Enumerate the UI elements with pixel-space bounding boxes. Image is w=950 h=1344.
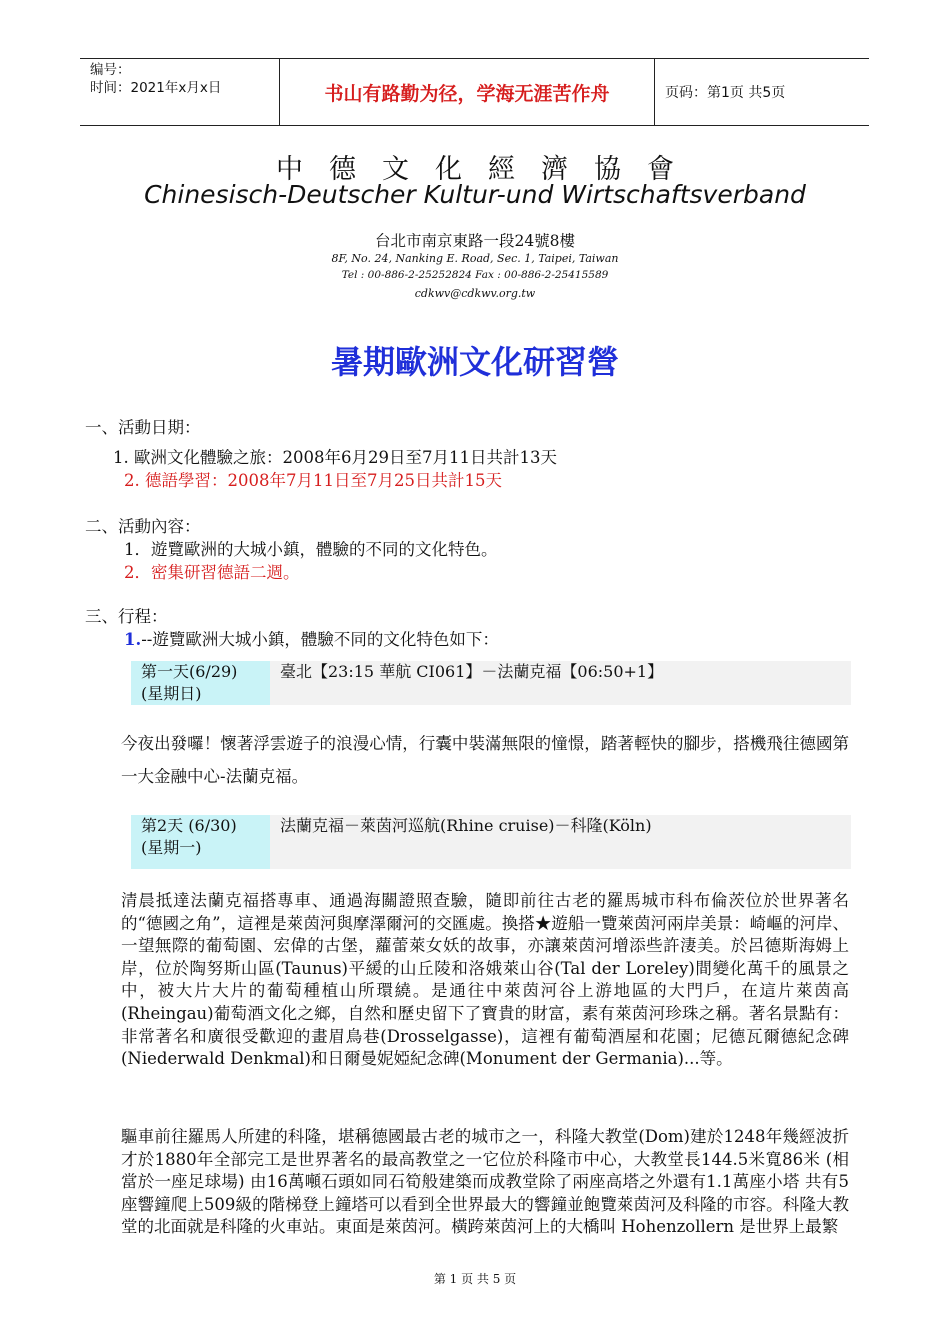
- tel-fax: Tel : 00-886-2-25252824 Fax : 00-886-2-25415589: [341, 269, 609, 281]
- section3-number: 1.: [124, 630, 142, 649]
- day-2-route: 法蘭克福－萊茵河巡航(Rhine cruise)－科隆(Köln): [280, 816, 652, 835]
- day-2-date: 第2天 (6/30): [141, 816, 237, 835]
- section2-item2: 2．密集研習德語二週。: [124, 563, 300, 582]
- day-2-label: [131, 815, 270, 869]
- org-name-de: Chinesisch-Deutscher Kultur-und Wirtschaftsverband: [144, 180, 806, 209]
- page-footer: 第 1 页 共 5 页: [433, 1272, 517, 1286]
- day-2-weekday: (星期一): [141, 838, 202, 857]
- day-1-box: [131, 661, 851, 705]
- document-header: [80, 58, 869, 126]
- day-2-cologne-description: 驅車前往羅馬人所建的科隆，堪稱德國最古老的城市之一，科隆大教堂(Dom)建於1248年幾經波折才於1880年全部完工是世界著名的最高教堂之一它位於科隆市中心，大教堂長144.5米寬86米 (相當於一座足球場) 由16萬噸石頭如同石筍般建築而成教堂除了兩座高塔之外還有1.1萬座小塔 共有5座響鐘爬上509級的階梯登上鐘塔可以看到全世界最大的響鐘並飽覽萊茵河及科隆的市容。科隆大教堂的北面就是科隆的火車站。東面是萊茵河。橫跨萊茵河上的大橋叫 Hohenzollern 是世界上最繁: [121, 1127, 849, 1237]
- page-label: 页码：第1页 共5页: [665, 85, 786, 101]
- header-motto: [280, 59, 655, 125]
- section2-heading: 二、活動內容：: [85, 517, 201, 536]
- email: cdkwv@cdkwv.org.tw: [414, 287, 536, 300]
- section3-intro-text: --遊覽歐洲大城小鎮，體驗不同的文化特色如下：: [141, 630, 499, 649]
- header-page: [655, 59, 869, 125]
- day-2-description: 清晨抵達法蘭克福搭專車、通過海關證照查驗，隨即前往古老的羅馬城市科布倫茨位於世界著名的“德國之角”，這裡是萊茵河與摩澤爾河的交匯處。換搭★遊船一覽萊茵河兩岸美景：崎嶇的河岸、一望無際的葡萄園、宏偉的古堡，蘿蕾萊女妖的故事，亦讓萊茵河增添些許淒美。於呂德斯海姆上岸，位於陶努斯山區(Taunus)平緩的山丘陵和洛娥萊山谷(Tal der Loreley)間變化萬千的風景之中，被大片大片的葡萄種植山所環繞。是通往中萊茵河谷上游地區的大門戶，在這片萊茵高(Rheingau)葡萄酒文化之鄉，自然和歷史留下了寶貴的財富，素有萊茵河珍珠之稱。著名景點有：非常著名和廣很受歡迎的畫眉鳥巷(Drosselgasse)，這裡有葡萄酒屋和花園；尼德瓦爾德紀念碑(Niederwald Denkmal)和日爾曼妮婭紀念碑(Monument der Germania)...等。: [121, 891, 849, 1069]
- motto-text: 书山有路勤为径，学海无涯苦作舟: [324, 82, 610, 105]
- section1-item1: 1. 歐洲文化體驗之旅：2008年6月29日至7月11日共計13天: [113, 448, 557, 467]
- header-meta: [80, 59, 280, 125]
- org-name-zh: 中德文化經濟協會: [276, 154, 700, 185]
- section2-item1: 1．遊覽歐洲的大城小鎮，體驗的不同的文化特色。: [124, 540, 498, 559]
- day-1-weekday: (星期日): [141, 684, 202, 703]
- section3-intro: [124, 626, 499, 650]
- day-1-label: [131, 661, 270, 705]
- section1-heading: 一、活動日期：: [85, 418, 201, 437]
- time-label: 时间：2021年x月x日: [90, 80, 222, 96]
- address-en: 8F, No. 24, Nanking E. Road, Sec. 1, Taipei, Taiwan: [331, 252, 619, 265]
- address-zh: 台北市南京東路一段24號8樓: [374, 232, 576, 250]
- section1-item2: 2. 德語學習：2008年7月11日至7月25日共計15天: [124, 471, 502, 490]
- page-title: 暑期歐洲文化研習營: [330, 343, 619, 381]
- day-1-route: 臺北【23:15 華航 CI061】－法蘭克福【06:50+1】: [280, 662, 664, 681]
- day-1-description: 今夜出發囉！懷著浮雲遊子的浪漫心情，行囊中裝滿無限的憧憬，踏著輕快的腳步，搭機飛往德國第一大金融中心-法蘭克福。: [121, 734, 849, 786]
- day-1-date: 第一天(6/29): [141, 662, 238, 681]
- section3-heading: 三、行程：: [85, 607, 168, 626]
- number-label: 编号：: [90, 62, 131, 78]
- day-2-box: [131, 815, 851, 869]
